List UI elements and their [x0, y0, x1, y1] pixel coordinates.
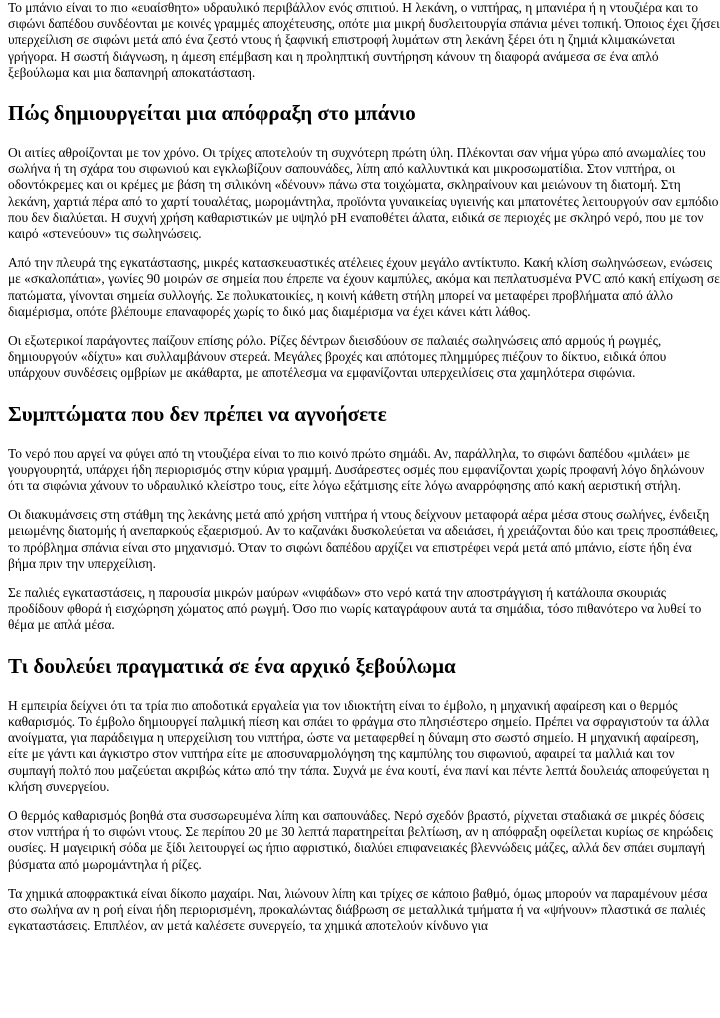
causes-paragraph-2: Από την πλευρά της εγκατάστασης, μικρές κατασκευαστικές ατέλειες έχουν μεγάλο αντίκτυπο. Κακή κλίση σωληνώσεων, ενώσεις με «σκαλοπάτια», γωνίες 90 μοιρών σε σημεία που έπρεπε να έχουν καμπύλες, ακόμα και πεπλατυσμένα PVC από κακή επίχωση σε πατώματα, γίνονται σημεία συλλογής. Σε πολυκατοικίες, η κοινή κάθετη στήλη μπορεί να μεταφέρει προβλήματα από άλλο διαμέρισμα, οπότε βλέπουμε επαναφορές χωρίς το δικό μας διαμέρισμα να έχει κάνει κάτι λάθος.: [8, 255, 720, 319]
heading-causes: Πώς δημιουργείται μια απόφραξη στο μπάνιο: [8, 101, 416, 126]
symptoms-paragraph-2: Οι διακυμάνσεις στη στάθμη της λεκάνης μετά από χρήση νιπτήρα ή ντους δείχνουν μεταφορά αέρα μέσα στους σωλήνες, ένδειξη μειωμένης διατομής ή ανεπαρκούς εξαερισμού. Αν το καζανάκι δυσκολεύεται να αδειάσει, ή χρειάζονται δύο και τρεις προσπάθειες, το πρόβλημα σπάνια είναι στο μηχανισμό. Όταν το σιφώνι δαπέδου αρχίζει να επιστρέφει νερά μετά από μπάνιο, είστε ήδη ένα βήμα πριν την υπερχείλιση.: [8, 507, 719, 571]
causes-paragraph-3: Οι εξωτερικοί παράγοντες παίζουν επίσης ρόλο. Ρίζες δέντρων διεισδύουν σε παλαιές σωληνώσεις από αρμούς ή ρωγμές, δημιουργούν «δίχτυ» και συλλαμβάνουν στερεά. Μεγάλες βροχές και απότομες πλημμύρες πιέζουν το δίκτυο, ειδικά όπου υπάρχουν συνδέσεις ομβρίων με ακάθαρτα, με αποτέλεσμα να εμφανίζονται υπερχειλίσεις στα χαμηλότερα σιφώνια.: [8, 333, 667, 381]
symptoms-paragraph-3: Σε παλιές εγκαταστάσεις, η παρουσία μικρών μαύρων «νιφάδων» στο νερό κατά την αποστράγγιση ή κατάλοιπα σκουριάς προδίδουν φθορά ή εισχώρηση χώματος από ρωγμή. Όσο πιο νωρίς καταγράφουν αυτά τα σημάδια, τόσο πιθανότερο να λυθεί το θέμα με απλά μέσα.: [8, 585, 702, 633]
symptoms-paragraph-1: Το νερό που αργεί να φύγει από τη ντουζιέρα είναι το πιο κοινό πρώτο σημάδι. Αν, παράλληλα, το σιφώνι δαπέδου «μιλάει» με γουργουρητά, υπάρχει ήδη περιορισμός στην κύρια γραμμή. Δυσάρεστες οσμές που εμφανίζονται χωρίς προφανή λόγο δηλώνουν ότι τα σιφώνια χάνουν το υδραυλικό κλείστρο τους, είτε λόγω εξάτμισης είτε λόγω αναρρόφησης από κακή αεριστική στήλη.: [8, 445, 705, 494]
causes-paragraph-1: Οι αιτίες αθροίζονται με τον χρόνο. Οι τρίχες αποτελούν τη συχνότερη πρώτη ύλη. Πλέκονται σαν νήμα γύρω από ανωμαλίες του σωλήνα ή τη σχάρα του σιφωνιού και εγκλωβίζουν σαπουνάδες, λίπη από καλλυντικά και μικροσωματίδια. Στον νιπτήρα, οι οδοντόκρεμες και οι κρέμες με βάση τη σιλικόνη «δένουν» πάνω στα τοιχώματα, σκληραίνουν και μειώνουν τη διατομή. Στη λεκάνη, χαρτιά πέρα από το χαρτί τουαλέτας, μωρομάντηλα, προϊόντα γυναικείας υγιεινής και μπατονέτες λειτουργούν σαν εμπόδιο που δεν διαλύεται. Η συχνή χρήση καθαριστικών με υψηλό pH εναποθέτει άλατα, ειδικά σε περιοχές με σκληρό νερό, που με τον καιρό «στενεύουν» τις σωληνώσεις.: [8, 145, 719, 242]
fix-paragraph-1: Η εμπειρία δείχνει ότι τα τρία πιο αποδοτικά εργαλεία για τον ιδιοκτήτη είναι το έμβολο, η μηχανική αφαίρεση και ο θερμός καθαρισμός. Το έμβολο δημιουργεί παλμική πίεση και σπάει το φράγμα στο πλησιέστερο σημείο. Πρέπει να σφραγιστούν τα άλλα ανοίγματα, για παράδειγμα η υπερχείλιση του νιπτήρα, ώστε να μεταφερθεί η δύναμη στο σωστό σημείο. Η μηχανική αφαίρεση, είτε με γάντι και άγκιστρο στον νιπτήρα είτε με αποσυναρμολόγηση της καμπύλης του σιφωνιού, αφαιρεί τα μαλλιά και τον συμπαγή πολτό που μαζεύεται ακριβώς κάτω από την τάπα. Συχνά με ένα κουτί, ένα πανί και πέντε λεπτά δουλειάς αποφεύγεται η κλήση συνεργείου.: [8, 697, 710, 794]
heading-fix: Τι δουλεύει πραγματικά σε ένα αρχικό ξεβούλωμα: [8, 653, 456, 678]
article: [8, 0, 720, 934]
fix-paragraph-2: Ο θερμός καθαρισμός βοηθά στα συσσωρευμένα λίπη και σαπουνάδες. Νερό σχεδόν βραστό, ρίχνεται σταδιακά σε μικρές δόσεις στον νιπτήρα ή το σιφώνι ντους. Σε περίπου 20 με 30 λεπτά παρατηρείται βελτίωση, αν η απόφραξη οφείλεται κυρίως σε κηρώδεις ουσίες. Η μαγειρική σόδα με ξίδι λειτουργεί ως ήπιο αφριστικό, διαλύει επιφανειακές βλεννώδεις μάζες, αλλά δεν σπάει συμπαγή βύσματα από μωρομάντηλα ή ρίζες.: [8, 807, 713, 872]
fix-paragraph-3: Τα χημικά αποφρακτικά είναι δίκοπο μαχαίρι. Ναι, λιώνουν λίπη και τρίχες σε κάποιο βαθμό, όμως μπορούν να παραμένουν μέσα στο σωλήνα αν η ροή είναι ήδη περιορισμένη, προκαλώντας διάβρωση σε μεταλλικά τμήματα ή να «ψήνουν» πλαστικά σε παλιές εγκαταστάσεις. Επιπλέον, αν μετά καλέσετε συνεργείο, τα χημικά αποτελούν κίνδυνο για: [8, 885, 708, 934]
intro-paragraph: Το μπάνιο είναι το πιο «ευαίσθητο» υδραυλικό περιβάλλον ενός σπιτιού. Η λεκάνη, ο νιπτήρας, η μπανιέρα ή η ντουζιέρα και το σιφώνι δαπέδου συνδέονται με κοινές γραμμές αποχέτευσης, οπότε μια μικρή δυσλειτουργία σπάνια μένει τοπική. Όποιος έχει ζήσει υπερχείλιση σε σιφώνι μετά από ένα ζεστό ντους ή ξαφνική επιστροφή λυμάτων στη λεκάνη ξέρει ότι η ζημιά κλιμακώνεται γρήγορα. Η σωστή διάγνωση, η άμεση επέμβαση και η προληπτική συντήρηση κάνουν τη διαφορά ανάμεσα σε ένα απλό ξεβούλωμα και μια δαπανηρή αποκατάσταση.: [8, 0, 720, 80]
heading-symptoms: Συμπτώματα που δεν πρέπει να αγνοήσετε: [8, 401, 387, 426]
